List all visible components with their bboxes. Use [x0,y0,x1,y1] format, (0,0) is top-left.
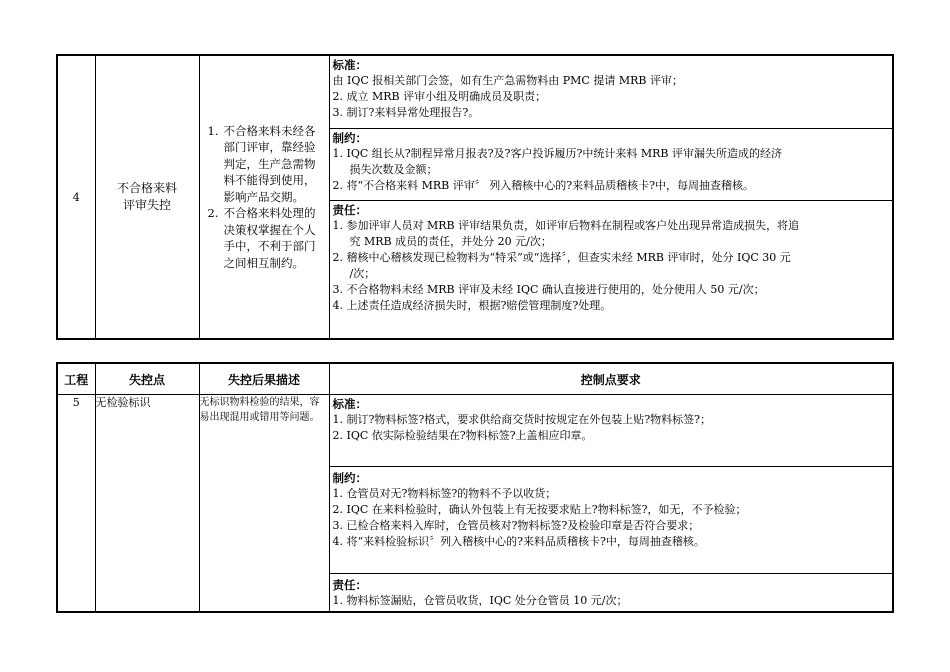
responsibility-section [330,574,893,611]
consequence-item: 1. 不合格来料未经各部门评审，靠经验判定，生产急需物料不能得到使用，影响产品交期。 [207,123,316,204]
consequence-cell: 无标识物料检验的结果，容易出现混用或错用等问题。 [199,395,329,613]
restraint-line: 4. 将“来料检验标识〞列入稽核中心的?来料品质稽核卡?中，每周抽查稽核。 [332,535,705,548]
standard-section [330,56,893,129]
requirement-cell [329,55,893,339]
header-process: 工程 [57,363,95,395]
consequence-list [202,123,323,272]
responsibility-line: 1. 物料标签漏贴，仓管员收货，IQC 处分仓管员 10 元/次； [332,594,628,607]
control-point: 无检验标识 [95,395,199,613]
control-point-line-2: 评审失控 [122,198,171,212]
standard-line: 1. 制订?物料标签?格式，要求供给商交货时按规定在外包装上贴?物料标签?； [332,413,712,426]
restraint-line: 2. 将“不合格来料 MRB 评审〞 列入稽核中心的?来料品质稽核卡?中，每周抽查稽核。 [332,179,755,192]
consequence-item: 2. 不合格来料处理的决策权掌握在个人手中，不利于部门之间相互制约。 [207,206,316,270]
table-header-row [57,363,893,395]
responsibility-line: 2. 稽核中心稽核发现已检物料为“特采”或“选择〞，但查实未经 MRB 评审时，处分 IQC 30 元 [332,251,791,264]
restraint-line: 1. 仓管员对无?物料标签?的物料不予以收货； [332,487,557,500]
row-number: 4 [57,55,95,339]
standard-line: 由 IQC 报相关部门会签，如有生产急需物料由 PMC 提请 MRB 评审； [332,74,683,87]
standard-line: 2. IQC 依实际检验结果在?物料标签?上盖相应印章。 [332,429,593,442]
requirement-cell [329,395,893,613]
standard-title: 标准： [332,58,367,72]
header-consequence: 失控后果描述 [199,363,329,395]
control-point-line-1: 不合格来料 [116,181,177,195]
responsibility-line: 3. 不合格物料未经 MRB 评审及未经 IQC 确认直接进行使用的，处分使用人 50 元/次； [332,283,765,296]
header-requirement: 控制点要求 [329,363,893,395]
restraint-line: 2. IQC 在来料检验时，确认外包装上有无按要求贴上?物料标签?，如无，不予检验； [332,503,747,516]
restraint-title: 制约： [332,131,367,145]
consequence-cell [199,55,329,339]
responsibility-line: 4. 上述责任造成经济损失时，根据?赔偿管理制度?处理。 [332,299,612,312]
responsibility-line: /次； [349,267,376,280]
responsibility-section [330,201,893,316]
standard-section [330,395,893,467]
restraint-section [330,129,893,201]
restraint-line: 3. 已检合格来料入库时，仓管员核对?物料标签?及检验印章是否符合要求； [332,519,700,532]
responsibility-line: 究 MRB 成员的责任，并处分 20 元/次； [349,235,552,248]
control-point [95,55,199,339]
control-table-row-5 [56,362,894,613]
standard-line: 2. 成立 MRB 评审小组及明确成员及职责； [332,90,547,103]
responsibility-title: 责任： [332,578,367,592]
restraint-line: 损失次数及金额； [349,163,438,176]
responsibility-line: 1. 参加评审人员对 MRB 评审结果负责，如评审后物料在制程或客户处出现异常造成损失，将追 [332,219,800,232]
standard-title: 标准： [332,397,367,411]
responsibility-title: 责任： [332,203,367,217]
control-table-row-4 [56,54,894,340]
restraint-section [330,467,893,574]
restraint-line: 1. IQC 组长从?制程异常月报表?及?客户投诉履历?中统计来料 MRB 评审漏失所造成的经济 [332,147,782,160]
row-number: 5 [57,395,95,613]
header-point: 失控点 [95,363,199,395]
restraint-title: 制约： [332,471,367,485]
standard-line: 3. 制订?来料异常处理报告?。 [332,106,480,119]
